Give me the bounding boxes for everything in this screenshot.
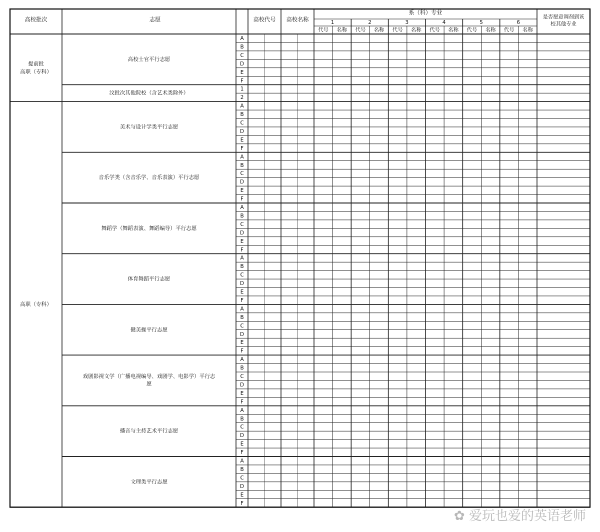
row-sublabel: F: [240, 399, 244, 406]
batch-label: 高职（专科）: [20, 69, 52, 76]
header-major-number: 1: [330, 20, 335, 26]
row-sublabel: B: [240, 112, 244, 119]
table-border: [10, 9, 590, 507]
header-name: 名称: [448, 27, 459, 34]
row-sublabel: B: [240, 162, 244, 169]
row-sublabel: B: [240, 365, 244, 372]
row-sublabel: A: [240, 357, 244, 364]
watermark: [454, 505, 586, 524]
volunteer-label: 舞蹈学（舞蹈表演、舞蹈编导）平行志愿: [101, 225, 197, 232]
row-sublabel: C: [240, 374, 244, 381]
volunteer-label: 愿: [146, 381, 152, 388]
row-sublabel: 1: [240, 86, 244, 93]
row-sublabel: B: [240, 264, 244, 271]
row-sublabel: D: [240, 331, 244, 338]
row-sublabel: B: [240, 314, 244, 321]
wechat-icon: ✿: [453, 509, 465, 524]
row-sublabel: B: [240, 416, 244, 423]
row-sublabel: C: [240, 424, 244, 431]
row-sublabel: F: [240, 297, 244, 304]
batch-label: 高职（专科）: [20, 301, 52, 308]
row-sublabel: C: [240, 171, 244, 178]
row-sublabel: D: [240, 230, 244, 237]
row-sublabel: A: [240, 36, 244, 43]
header-major-number: 6: [516, 20, 521, 26]
header-code: 代号: [318, 27, 329, 34]
header-adjust-line2: 校其他专业: [550, 21, 577, 28]
volunteer-label: 汶批次其他院校（含艺术类除外）: [109, 90, 189, 97]
volunteer-label: 播音与主持艺术平行志愿: [119, 428, 179, 435]
row-sublabel: E: [240, 340, 244, 347]
row-sublabel: E: [240, 492, 244, 499]
row-sublabel: E: [240, 441, 244, 448]
row-sublabel: D: [240, 128, 244, 135]
row-sublabel: A: [240, 154, 244, 161]
header-name: 名称: [411, 27, 422, 34]
row-sublabel: C: [240, 475, 244, 482]
header-major-number: 2: [368, 20, 372, 26]
row-sublabel: C: [240, 272, 244, 279]
row-sublabel: E: [240, 238, 244, 245]
row-sublabel: C: [240, 120, 244, 127]
row-sublabel: C: [240, 323, 244, 330]
row-sublabel: D: [240, 61, 244, 68]
header-major-number: 4: [442, 20, 446, 26]
header-batch: 高校批次: [24, 17, 48, 24]
header-major-group: 系（科）专业: [408, 10, 443, 17]
row-sublabel: A: [240, 407, 244, 414]
row-sublabel: A: [240, 103, 244, 110]
row-sublabel: D: [240, 433, 244, 440]
row-sublabel: E: [240, 188, 244, 195]
row-sublabel: 2: [240, 95, 244, 102]
header-code: 代号: [392, 27, 403, 34]
row-sublabel: B: [240, 466, 244, 473]
header-code: 代号: [429, 27, 440, 34]
row-sublabel: D: [240, 179, 244, 186]
row-sublabel: F: [240, 500, 244, 507]
header-major-number: 3: [405, 20, 409, 26]
row-sublabel: A: [240, 458, 244, 465]
header-name: 名称: [373, 27, 385, 34]
header-name: 名称: [336, 27, 348, 34]
row-sublabel: A: [240, 205, 244, 212]
row-sublabel: E: [240, 289, 244, 296]
header-adjust-line1: 是否愿意调剂到该: [542, 14, 585, 21]
header-name: 名称: [485, 27, 496, 34]
row-sublabel: E: [240, 69, 244, 76]
header-school-code: 高校代号: [253, 17, 276, 24]
header-code: 代号: [466, 27, 478, 34]
volunteer-label: 音乐学类（含音乐学、音乐表演）平行志愿: [98, 175, 200, 182]
row-sublabel: E: [240, 390, 244, 397]
row-sublabel: F: [240, 145, 244, 152]
volunteer-label: 健美操平行志愿: [130, 327, 168, 334]
row-sublabel: A: [240, 306, 244, 313]
header-major-number: 5: [479, 20, 483, 26]
row-sublabel: F: [240, 247, 244, 254]
header-volunteer: 志愿: [149, 17, 161, 24]
row-sublabel: F: [240, 348, 244, 355]
row-sublabel: B: [240, 213, 244, 220]
row-sublabel: A: [240, 255, 244, 262]
batch-label: 提前批: [28, 61, 44, 68]
row-sublabel: C: [240, 52, 244, 59]
row-sublabel: D: [240, 382, 244, 389]
header-name: 名称: [522, 27, 533, 34]
row-sublabel: C: [240, 221, 244, 228]
row-sublabel: F: [240, 78, 244, 85]
volunteer-label: 戏剧影视文学（广播电视编导、戏剧学、电影学）平行志: [82, 374, 216, 381]
watermark-text: 爱玩也爱的英语老师: [468, 509, 586, 524]
header-code: 代号: [503, 27, 515, 34]
row-sublabel: F: [240, 196, 244, 203]
volunteer-label: 文理类平行志愿: [130, 479, 168, 486]
volunteer-label: 美术与设计学类平行志愿: [119, 124, 179, 131]
volunteer-label: 高校士官平行志愿: [127, 56, 171, 63]
row-sublabel: E: [240, 137, 244, 144]
row-sublabel: F: [240, 450, 244, 457]
header-code: 代号: [355, 27, 366, 34]
row-sublabel: D: [240, 281, 244, 288]
row-sublabel: D: [240, 483, 244, 490]
row-sublabel: B: [240, 44, 244, 51]
volunteer-label: 体育舞蹈平行志愿: [127, 276, 171, 283]
header-school-name: 高校名称: [286, 17, 309, 24]
